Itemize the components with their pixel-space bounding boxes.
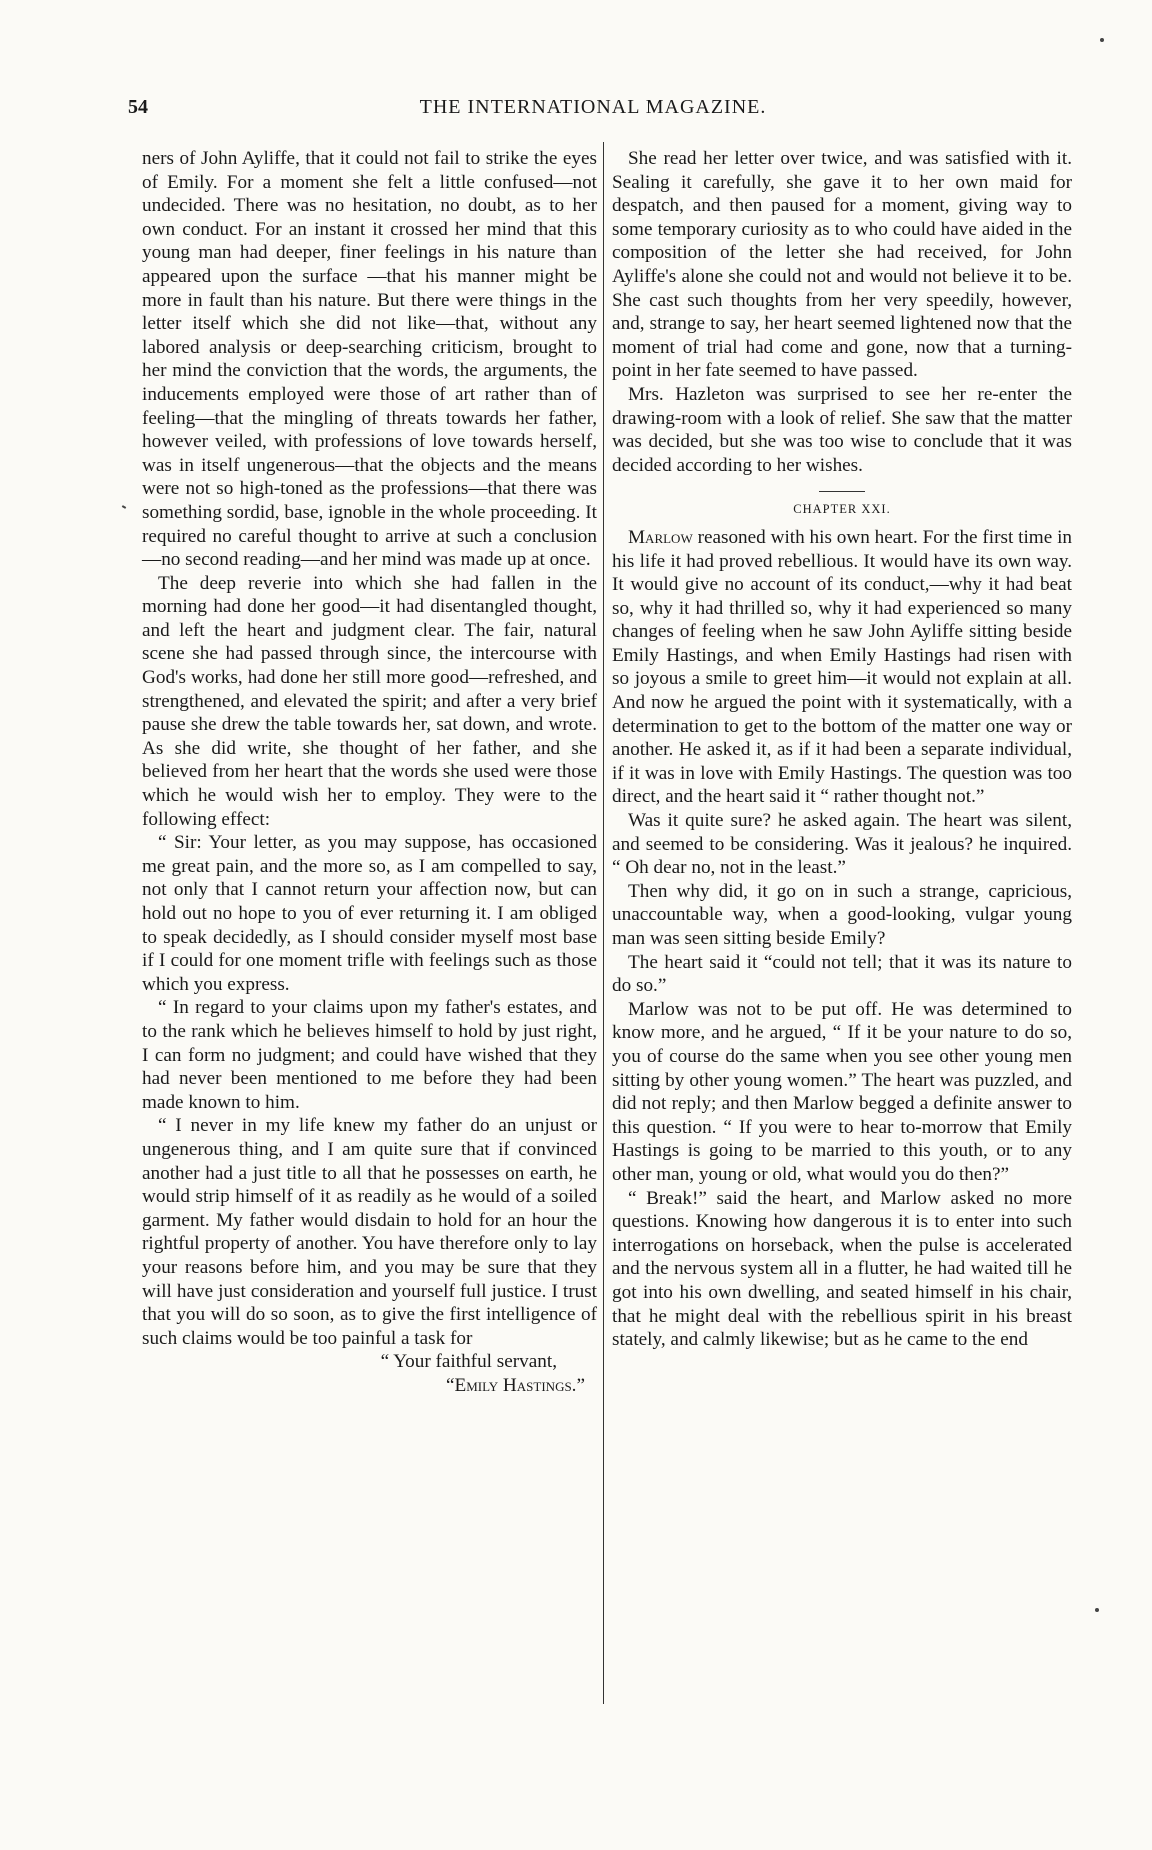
chapter-opening-paragraph (612, 526, 1072, 809)
print-mark (122, 505, 126, 509)
paragraph: ners of John Ayliffe, that it could not fail to strike the eyes of Emily. For a moment she felt a little confused—not undecided. There was no hesitation, no doubt, as to her own conduct. For an instant it crossed her mind that this young man had deeper, finer feelings in his nature than appeared upon the surface —that his manner might be more in fault than his nature. But there were things in the letter itself which she did not like—that, without any labored analysis or deep-searching criticism, brought to her mind the conviction that the words, the arguments, the inducements employed were those of art rather than of feeling—that the mingling of threats towards her father, however veiled, with professions of love towards herself, was in itself ungenerous—that the objects and the means were not so high-toned as the professions—that there was something sordid, base, ignoble in the whole proceeding. It required no careful thought to arrive at such a conclusion —no second reading—and her mind was made up at once. (142, 148, 597, 571)
chapter-rule (819, 491, 865, 492)
paragraph: “ Break!” said the heart, and Marlow asked no more questions. Knowing how dangerous it is to enter into such interrogations on horseback, when the pulse is accelerated and the nervous system all in a flutter, he had waited till he got into his own dwelling, and seated himself in his chair, that he might deal with the rebellious spirit in his breast stately, and calmly likewise; but as he came to the end (612, 1187, 1072, 1351)
print-speck (1095, 1608, 1099, 1612)
letter-closing: “ Your faithful servant, (380, 1351, 557, 1373)
column-divider (603, 142, 604, 1704)
left-column (142, 147, 597, 1397)
paragraph: Marlow was not to be put off. He was determined to know more, and he argued, “ If it be your nature to do so, you of course do the same when you see other young men sitting by other young women.” The heart was puzzled, and did not reply; and then Marlow begged a definite answer to this question. “ If you were to hear to-morrow that Emily Hastings is going to be married to this youth, or to any other man, young or old, what would you do then?” (612, 998, 1072, 1185)
chapter-first-word: Marlow (628, 526, 693, 548)
letter-paragraph: “ I never in my life knew my father do an unjust or ungenerous thing, and I am quite sure that if convinced another had a just title to all that he possesses on earth, he would strip himself of it as readily as he would of a soiled garment. My father would disdain to hold for an hour the rightful property of another. You have therefore only to lay your reasons before him, and you may be sure that they will have just consideration and yourself full justice. I trust that you will do so soon, as to give the first intelligence of such claims would be too painful a task for (142, 1115, 597, 1349)
letter-paragraph: “ Sir: Your letter, as you may suppose, has occasioned me great pain, and the more so, as I am compelled to say, not only that I cannot return your affection now, but can hold out no hope to you of ever returning it. I am obliged to speak decidedly, as I should consider myself most base if I could for one moment trifle with feelings such as those which you express. (142, 832, 597, 995)
letter-signature: “Emily Hastings.” (445, 1374, 585, 1396)
page-number: 54 (128, 96, 148, 118)
print-speck (1100, 38, 1104, 42)
paragraph: Mrs. Hazleton was surprised to see her re-enter the drawing-room with a look of relief. She saw that the matter was decided, but she was too wise to conclude that it was decided according to her wishes. (612, 383, 1072, 476)
letter-paragraph: “ In regard to your claims upon my father's estates, and to the rank which he believes himself to hold by just right, I can form no judgment; and could have wished that they had never been mentioned to me before they had been made known to him. (142, 997, 597, 1113)
running-head: THE INTERNATIONAL MAGAZINE. (419, 96, 767, 118)
paragraph: The deep reverie into which she had fallen in the morning had done her good—it had disentangled thought, and left the heart and judgment clear. The fair, natural scene she had passed through since, the intercourse with God's works, had done her still more good—refreshed, and strengthened, and elevated the spirit; and after a very brief pause she drew the table towards her, sat down, and wrote. As she did write, she thought of her father, and she believed from her heart that the words she used were those which he would wish her to employ. They were to the following effect: (142, 572, 597, 830)
page-header (128, 96, 1058, 126)
paragraph: Then why did, it go on in such a strange, capricious, unaccountable way, when a good-looking, vulgar young man was seen sitting beside Emily? (612, 880, 1072, 949)
paragraph-text: reasoned with his own heart. For the first time in his life it had proved rebellious. It would have its own way. It would give no account of its conduct,—why it had beat so, why it had thrilled so, why it had experienced so many changes of feeling when he saw John Ayliffe sitting beside Emily Hastings, and when Emily Hastings had risen with so joyous a smile to greet him—it would not explain at all. And now he argued the point with it systematically, with a determination to get to the bottom of the matter one way or another. He asked it, as if it had been a separate individual, if it was in love with Emily Hastings. The question was too direct, and the heart said it “ rather thought not.” (612, 526, 1072, 808)
paragraph: The heart said it “could not tell; that it was its nature to do so.” (612, 951, 1072, 997)
right-column (612, 147, 1072, 1352)
paragraph: She read her letter over twice, and was satisfied with it. Sealing it carefully, she gave it to her own maid for despatch, and then paused for a moment, giving way to some temporary curiosity as to who could have aided in the composition of the letter she had received, for John Ayliffe's alone she could not and would not believe it to be. She cast such thoughts from her very speedily, however, and, strange to say, her heart seemed lightened now that the moment of trial had come and gone, now that a turning-point in her fate seemed to have passed. (612, 148, 1072, 382)
chapter-heading: CHAPTER XXI. (793, 502, 891, 517)
paragraph: Was it quite sure? he asked again. The heart was silent, and seemed to be considering. Was it jealous? he inquired. “ Oh dear no, not in the least.” (612, 810, 1072, 879)
